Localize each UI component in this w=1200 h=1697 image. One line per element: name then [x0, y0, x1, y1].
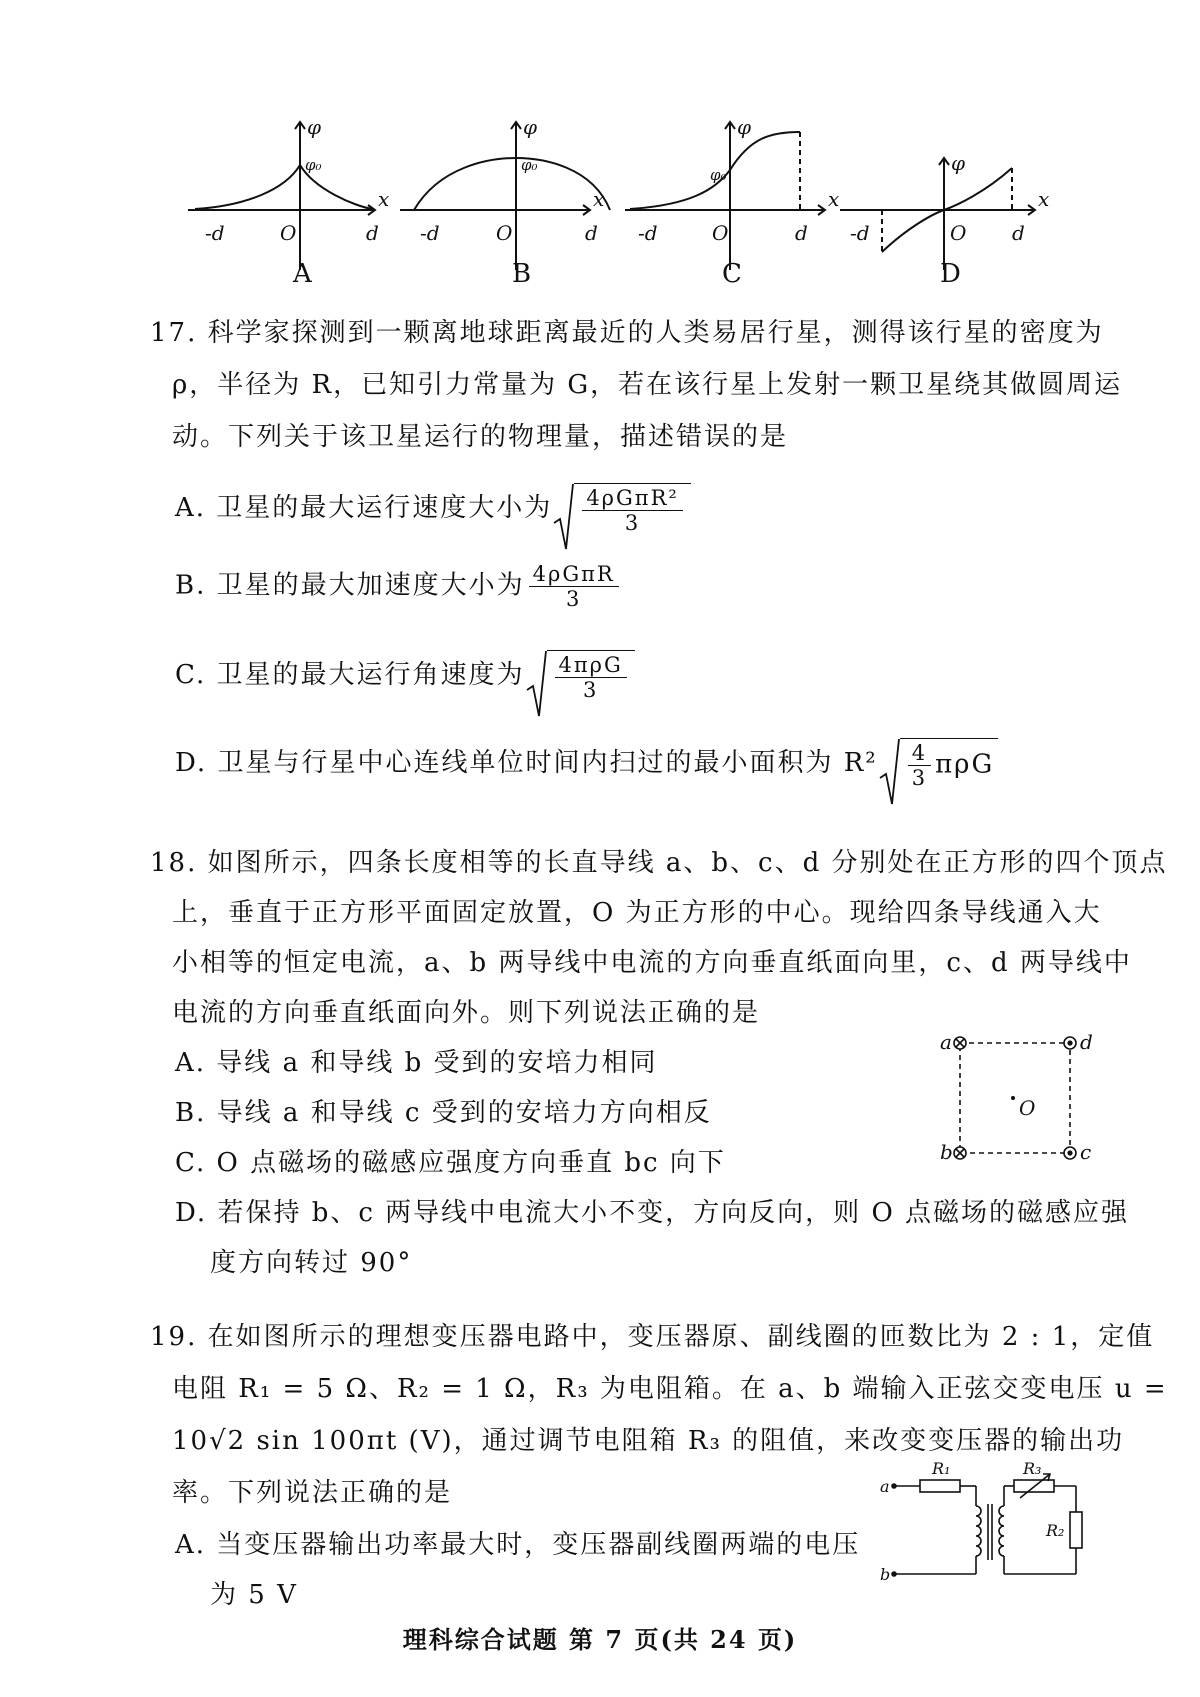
- graph-c: [625, 122, 825, 270]
- q17-option-c-denominator: 3: [582, 678, 599, 703]
- wire-c-label: c: [1080, 1140, 1092, 1164]
- q18-option-b: B. 导线 a 和导线 c 受到的安培力方向相反: [175, 1098, 712, 1128]
- q19-line-2: 电阻 R₁ = 5 Ω、R₂ = 1 Ω，R₃ 为电阻箱。在 a、b 端输入正弦交变电压 u =: [172, 1374, 1168, 1404]
- graph-c-y-label: φ: [737, 115, 752, 139]
- q17-option-b-numerator: 4ρGπR: [529, 562, 619, 587]
- r2-label: R₂: [1046, 1521, 1065, 1540]
- terminal-b-label: b: [880, 1565, 891, 1584]
- graph-a-right-tick: d: [366, 221, 379, 245]
- graph-d-x-label: x: [1038, 187, 1050, 211]
- q17-option-d-numerator: 4: [908, 741, 931, 766]
- graph-a-peak-label: φ₀: [305, 156, 322, 174]
- graph-d-left-tick: -d: [850, 221, 870, 245]
- q17-option-b-denominator: 3: [566, 587, 582, 612]
- graph-c-right-tick: d: [795, 221, 808, 245]
- graph-c-left-tick: -d: [638, 221, 658, 245]
- graph-b: [400, 122, 610, 270]
- graph-a-label: A: [293, 259, 312, 289]
- graph-b-x-label: x: [593, 187, 605, 211]
- q17-line-3: 动。下列关于该卫星运行的物理量，描述错误的是: [172, 422, 789, 452]
- q17-option-a-sqrt: [552, 483, 691, 535]
- q17-option-a-text: A. 卫星的最大运行速度大小为: [175, 493, 553, 524]
- wire-b-label: b: [940, 1140, 953, 1164]
- q17-option-d-tail: πρG: [935, 749, 995, 780]
- q18-option-a: A. 导线 a 和导线 b 受到的安培力相同: [175, 1048, 658, 1078]
- radical-icon: [552, 483, 574, 553]
- wire-d-label: d: [1080, 1030, 1093, 1054]
- page-footer: 理科综合试题 第 7 页(共 24 页): [402, 1625, 798, 1654]
- graph-a-left-tick: -d: [205, 221, 225, 245]
- graph-b-label: B: [512, 259, 532, 289]
- q17-line-1: 17. 科学家探测到一颗离地球距离最近的人类易居行星，测得该行星的密度为: [150, 318, 1104, 348]
- q17-option-d-denominator: 3: [911, 766, 928, 791]
- q19-option-a: A. 当变压器输出功率最大时，变压器副线圈两端的电压: [175, 1530, 861, 1560]
- q19-transformer-circuit: [880, 1450, 1100, 1590]
- q18-line-2: 上，垂直于正方形平面固定放置，O 为正方形的中心。现给四条导线通入大: [172, 898, 1102, 928]
- q19-line-1: 19. 在如图所示的理想变压器电路中，变压器原、副线圈的匝数比为 2 : 1，定值: [150, 1322, 1155, 1352]
- graph-b-peak-label: φ₀: [521, 156, 538, 174]
- q18-option-d: D. 若保持 b、c 两导线中电流大小不变，方向反向，则 O 点磁场的磁感应强: [175, 1198, 1130, 1228]
- graph-b-right-tick: d: [585, 221, 598, 245]
- q17-option-d-text: D. 卫星与行星中心连线单位时间内扫过的最小面积为 R²: [175, 748, 878, 779]
- graph-a-x-label: x: [378, 187, 390, 211]
- q17-option-a: [175, 483, 691, 535]
- q18-option-c: C. O 点磁场的磁感应强度方向垂直 bc 向下: [175, 1148, 726, 1178]
- graph-d-right-tick: d: [1012, 221, 1025, 245]
- graph-a-curve: [195, 165, 372, 209]
- graph-a-origin: O: [280, 221, 297, 245]
- resistor-r1: [920, 1480, 960, 1492]
- r1-label: R₁: [932, 1459, 951, 1478]
- resistor-r2: [1070, 1512, 1082, 1548]
- primary-coil: [976, 1506, 981, 1556]
- radical-icon: [878, 738, 900, 808]
- q17-option-d-sqrt: [878, 738, 999, 790]
- graph-b-y-label: φ: [523, 115, 538, 139]
- q19-option-a-cont: 为 5 V: [210, 1580, 298, 1610]
- graph-d-label: D: [940, 259, 961, 289]
- graph-c-label: C: [722, 259, 742, 289]
- graph-c-x-label: x: [828, 187, 840, 211]
- q17-option-c-sqrt: [525, 650, 635, 702]
- q17-option-d: [175, 738, 998, 790]
- q17-option-c-numerator: 4πρG: [555, 653, 627, 678]
- radical-icon: [525, 650, 547, 720]
- q19-line-3: 10√2 sin 100πt (V)，通过调节电阻箱 R₃ 的阻值，来改变变压器的输出功: [172, 1426, 1125, 1456]
- center-o-dot: [1011, 1096, 1015, 1100]
- secondary-coil: [999, 1506, 1004, 1556]
- graph-a: [188, 122, 375, 270]
- q17-option-b: [175, 562, 623, 611]
- q18-line-3: 小相等的恒定电流，a、b 两导线中电流的方向垂直纸面向里，c、d 两导线中: [172, 948, 1132, 978]
- graph-b-origin: O: [496, 221, 513, 245]
- q19-line-4: 率。下列说法正确的是: [172, 1478, 453, 1508]
- graph-c-origin: O: [712, 221, 729, 245]
- terminal-a-label: a: [880, 1477, 890, 1496]
- graph-c-peak-label: φ₀: [710, 166, 727, 184]
- center-o-label: O: [1019, 1096, 1036, 1120]
- q17-option-b-text: B. 卫星的最大加速度大小为: [175, 570, 525, 601]
- q18-wire-square-figure: [920, 1025, 1100, 1165]
- graph-b-left-tick: -d: [420, 221, 440, 245]
- graph-d-y-label: φ: [951, 151, 966, 175]
- q17-option-a-numerator: 4ρGπR²: [582, 486, 683, 511]
- q17-option-a-denominator: 3: [624, 511, 641, 536]
- q18-option-d-cont: 度方向转过 90°: [210, 1248, 413, 1278]
- graph-d: [840, 158, 1035, 270]
- r3-label: R₃: [1023, 1459, 1042, 1478]
- q18-line-1: 18. 如图所示，四条长度相等的长直导线 a、b、c、d 分别处在正方形的四个顶点: [150, 848, 1168, 878]
- q17-line-2: ρ，半径为 R，已知引力常量为 G，若在该行星上发射一颗卫星绕其做圆周运: [172, 370, 1123, 400]
- graph-b-curve: [414, 158, 610, 210]
- q17-option-c: [175, 650, 635, 702]
- q17-option-c-text: C. 卫星的最大运行角速度为: [175, 660, 525, 691]
- graph-a-y-label: φ: [307, 115, 322, 139]
- q18-line-4: 电流的方向垂直纸面向外。则下列说法正确的是: [172, 998, 761, 1028]
- wire-a-label: a: [940, 1030, 952, 1054]
- graph-d-origin: O: [950, 221, 967, 245]
- phi-graphs-svg: [0, 110, 1200, 290]
